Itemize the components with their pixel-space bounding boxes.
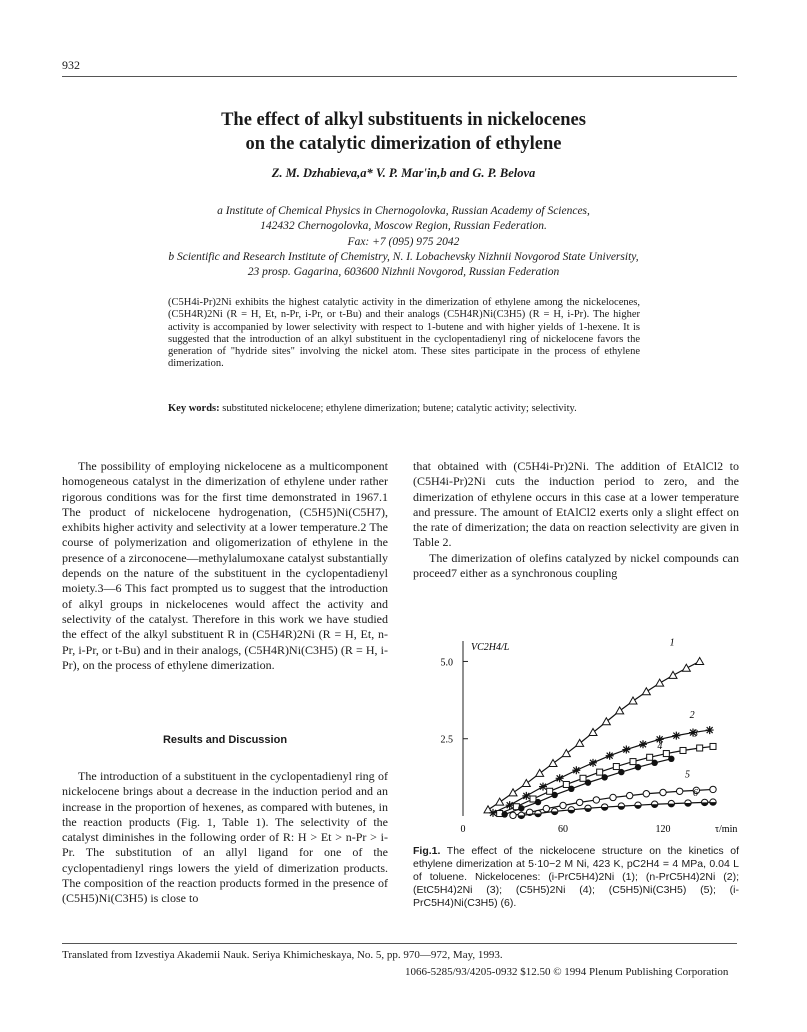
caption-text: The effect of the nickelocene structure on the kinetics of ethylene dimerization at 5·10−2 M Ni, 423 K, pC2H4 = 4 MPa, 0.04 L of toluene. Nickelocenes: (i-PrC5H4)2Ni (1); (n-PrC5H4)2Ni (2); (EtC5H4)2Ni (3); (C5H5)2Ni (4); (C5H5)Ni(C3H5) (5); (i-PrC5H4)Ni(C3H5) (6). [413, 845, 739, 909]
affiliation-b-line-2: 23 prosp. Gagarina, 603600 Nizhnii Novgorod, Russian Federation [247, 266, 560, 279]
kinetics-chart [413, 628, 743, 838]
data-point-5 [676, 788, 682, 794]
series-label-5: 5 [685, 769, 690, 781]
data-point-5 [543, 805, 549, 811]
data-point-5 [576, 799, 582, 805]
author-list: Z. M. Dzhabieva,a* V. P. Mar'in,b and G. P. Belova [271, 166, 536, 180]
intro-paragraph: The possibility of employing nickelocene as a multicomponent homogeneous catalyst in the dimerization of ethylene under rather rigorous conditions was for the first time demonstrated in 1967.1 The product of nickelocene hydrogenation, (C5H5)Ni(C5H7), exhibits higher activity and selectivity at a lower temperature.2 The course of polymerization and oligomerization of ethylene in the presence of a zirconocene—methylalumoxane catalyst substantially depends on the nature of the substituent in the cyclopentadienyl moiety.3—6 This fact prompted us to suggest that the introduction of alkyl groups in nickelocenes would affect the activity and selectivity of the catalyst. Therefore in this work we have studied the effect of the alkyl substituent R in (C5H4R)2Ni (R = H, Et, n-Pr, i-Pr, or t-Bu) and in their analogs, (C5H4R)Ni(C3H5) (R = H, i-Pr), on the process of ethylene dimerization. [62, 459, 388, 672]
data-point-4 [618, 769, 624, 775]
series-label-2: 2 [689, 710, 695, 722]
figure-caption [413, 845, 739, 910]
data-point-1 [696, 657, 704, 664]
data-point-3 [547, 788, 553, 794]
data-point-3 [647, 754, 653, 760]
series-label-3: 3 [693, 728, 698, 740]
section-heading: Results and Discussion [162, 734, 288, 746]
data-point-1 [509, 789, 517, 796]
footer-rule [62, 943, 737, 944]
data-point-1 [629, 697, 637, 704]
data-point-2 [672, 732, 680, 740]
data-point-2 [606, 752, 614, 760]
data-point-2 [706, 726, 714, 734]
data-point-4 [601, 774, 607, 780]
title-line-2: on the catalytic dimerization of ethylene [245, 134, 562, 154]
data-point-4 [585, 779, 591, 785]
series-line-5 [513, 789, 713, 815]
data-point-3 [697, 745, 703, 751]
copyright-line: 1066-5285/93/4205-0932 $12.50 © 1994 Plenum Publishing Corporation [405, 966, 729, 978]
data-point-1 [642, 688, 650, 695]
data-point-5 [660, 789, 666, 795]
data-point-2 [589, 759, 597, 767]
data-point-2 [556, 774, 564, 782]
data-point-3 [597, 769, 603, 775]
abstract: (C5H4i-Pr)2Ni exhibits the highest catalytic activity in the dimerization of ethylene among the nickelocenes, (C5H4R)2Ni (R = H, Et, n-Pr, i-Pr, or t-Bu) and their analogs (C5H4R)Ni(C3H5) (R = H, i-Pr). The higher activity is accompanied by lower selectivity with respect to 1-butene and with higher yields of 1-hexene. It is suggested that the introduction of an alkyl substituent in the cyclopentadienyl ring of nickelocene favors the generation of "hydride sites" involving the nickel atom. These sites participate in the process of ethylene dimerization. [168, 297, 640, 370]
data-point-3 [630, 759, 636, 765]
y-tick-label: 5.0 [440, 657, 453, 669]
data-point-4 [668, 756, 674, 762]
data-point-3 [710, 743, 716, 749]
y-axis-label: VC2H4/L [471, 642, 510, 653]
keywords-label: Key words: [168, 403, 220, 414]
right-column-text [413, 459, 739, 581]
data-point-1 [682, 664, 690, 671]
data-point-5 [710, 786, 716, 792]
x-tick-label: 120 [655, 824, 671, 835]
data-point-4 [568, 786, 574, 792]
data-point-2 [572, 766, 580, 774]
data-point-3 [563, 781, 569, 787]
affiliation-b-line-1: b Scientific and Research Institute of Chemistry, N. I. Lobachevsky Nizhnii Novgorod State University, [168, 250, 639, 263]
data-point-4 [635, 764, 641, 770]
left-column-intro [62, 459, 388, 673]
affiliation-a-line-2: 142432 Chernogolovka, Moscow Region, Russian Federation. [260, 220, 547, 233]
data-point-1 [656, 679, 664, 686]
x-tick-label: 60 [558, 824, 568, 835]
data-point-4 [535, 799, 541, 805]
data-point-5 [560, 802, 566, 808]
data-point-1 [496, 798, 504, 805]
data-point-2 [539, 783, 547, 791]
data-point-1 [549, 759, 557, 766]
data-point-3 [680, 747, 686, 753]
page-number: 932 [62, 58, 80, 72]
data-point-1 [536, 769, 544, 776]
data-point-2 [522, 792, 530, 800]
data-point-4 [551, 792, 557, 798]
results-paragraph: The introduction of a substituent in the cyclopentadienyl ring of nickelocene brings about a decrease in the induction period and an increase in the proportion of hexenes, as compared with butenes, in the reaction products (Fig. 1, Table 1). The selectivity of the catalyst diminishes in the following order of R: H > Et > n-Pr > i-Pr. The substitution of an allyl ligand for one of the cyclopentadienyl rings lowers the yield of dimerization products. The composition of the reaction products formed in the presence of (C5H5)Ni(C3H5) is close to [62, 769, 388, 906]
data-point-3 [580, 775, 586, 781]
affiliation-a-fax: Fax: +7 (095) 975 2042 [347, 235, 460, 248]
data-point-3 [613, 764, 619, 770]
title-line-1: The effect of alkyl substituents in nickelocenes [221, 110, 586, 130]
data-point-5 [610, 794, 616, 800]
keywords-text: substituted nickelocene; ethylene dimerization; butene; catalytic activity; selectivity. [222, 403, 577, 414]
data-point-1 [522, 780, 530, 787]
y-tick-label: 2.5 [440, 734, 453, 746]
data-point-5 [510, 812, 516, 818]
data-point-2 [489, 809, 497, 817]
series-label-1: 1 [669, 637, 675, 649]
x-tick-label: 0 [460, 824, 466, 835]
keywords [168, 403, 640, 415]
data-point-5 [643, 791, 649, 797]
paper-title [62, 108, 745, 156]
translation-note: Translated from Izvestiya Akademii Nauk. Seriya Khimicheskaya, No. 5, pp. 970—972, May, 1993. [62, 949, 503, 961]
right-paragraph-2: The dimerization of olefins catalyzed by nickel compounds can proceed7 either as a synchronous coupling [413, 550, 739, 581]
data-point-4 [501, 811, 507, 817]
affiliation-a-line-1: a Institute of Chemical Physics in Chernogolovka, Russian Academy of Sciences, [217, 205, 590, 217]
data-point-1 [669, 671, 677, 678]
data-point-3 [663, 751, 669, 757]
series-line-6 [521, 802, 713, 815]
data-point-2 [639, 740, 647, 748]
data-point-5 [626, 792, 632, 798]
data-point-5 [593, 797, 599, 803]
header-rule [62, 76, 737, 77]
x-axis-label: τ/min [715, 824, 738, 835]
data-point-2 [622, 746, 630, 754]
data-point-1 [562, 750, 570, 757]
left-column-results [62, 769, 388, 907]
data-point-4 [651, 760, 657, 766]
right-paragraph-1: that obtained with (C5H4i-Pr)2Ni. The addition of EtAlCl2 to (C5H4i-Pr)2Ni cuts the induction period to zero, and the dimerization of ethylene occurs in this case at a lower temperature and pressure. The amount of EtAlCl2 exerts only a slight effect on the rate of dimerization; the data on reaction selectivity are given in Table 2. [413, 459, 739, 550]
figure-1 [413, 628, 743, 838]
caption-label: Fig.1. [413, 845, 441, 857]
data-point-1 [484, 806, 492, 813]
affiliations [62, 204, 745, 280]
series-label-6: 6 [693, 788, 698, 800]
data-point-1 [616, 707, 624, 714]
series-label-4: 4 [657, 740, 663, 752]
data-point-4 [518, 805, 524, 811]
